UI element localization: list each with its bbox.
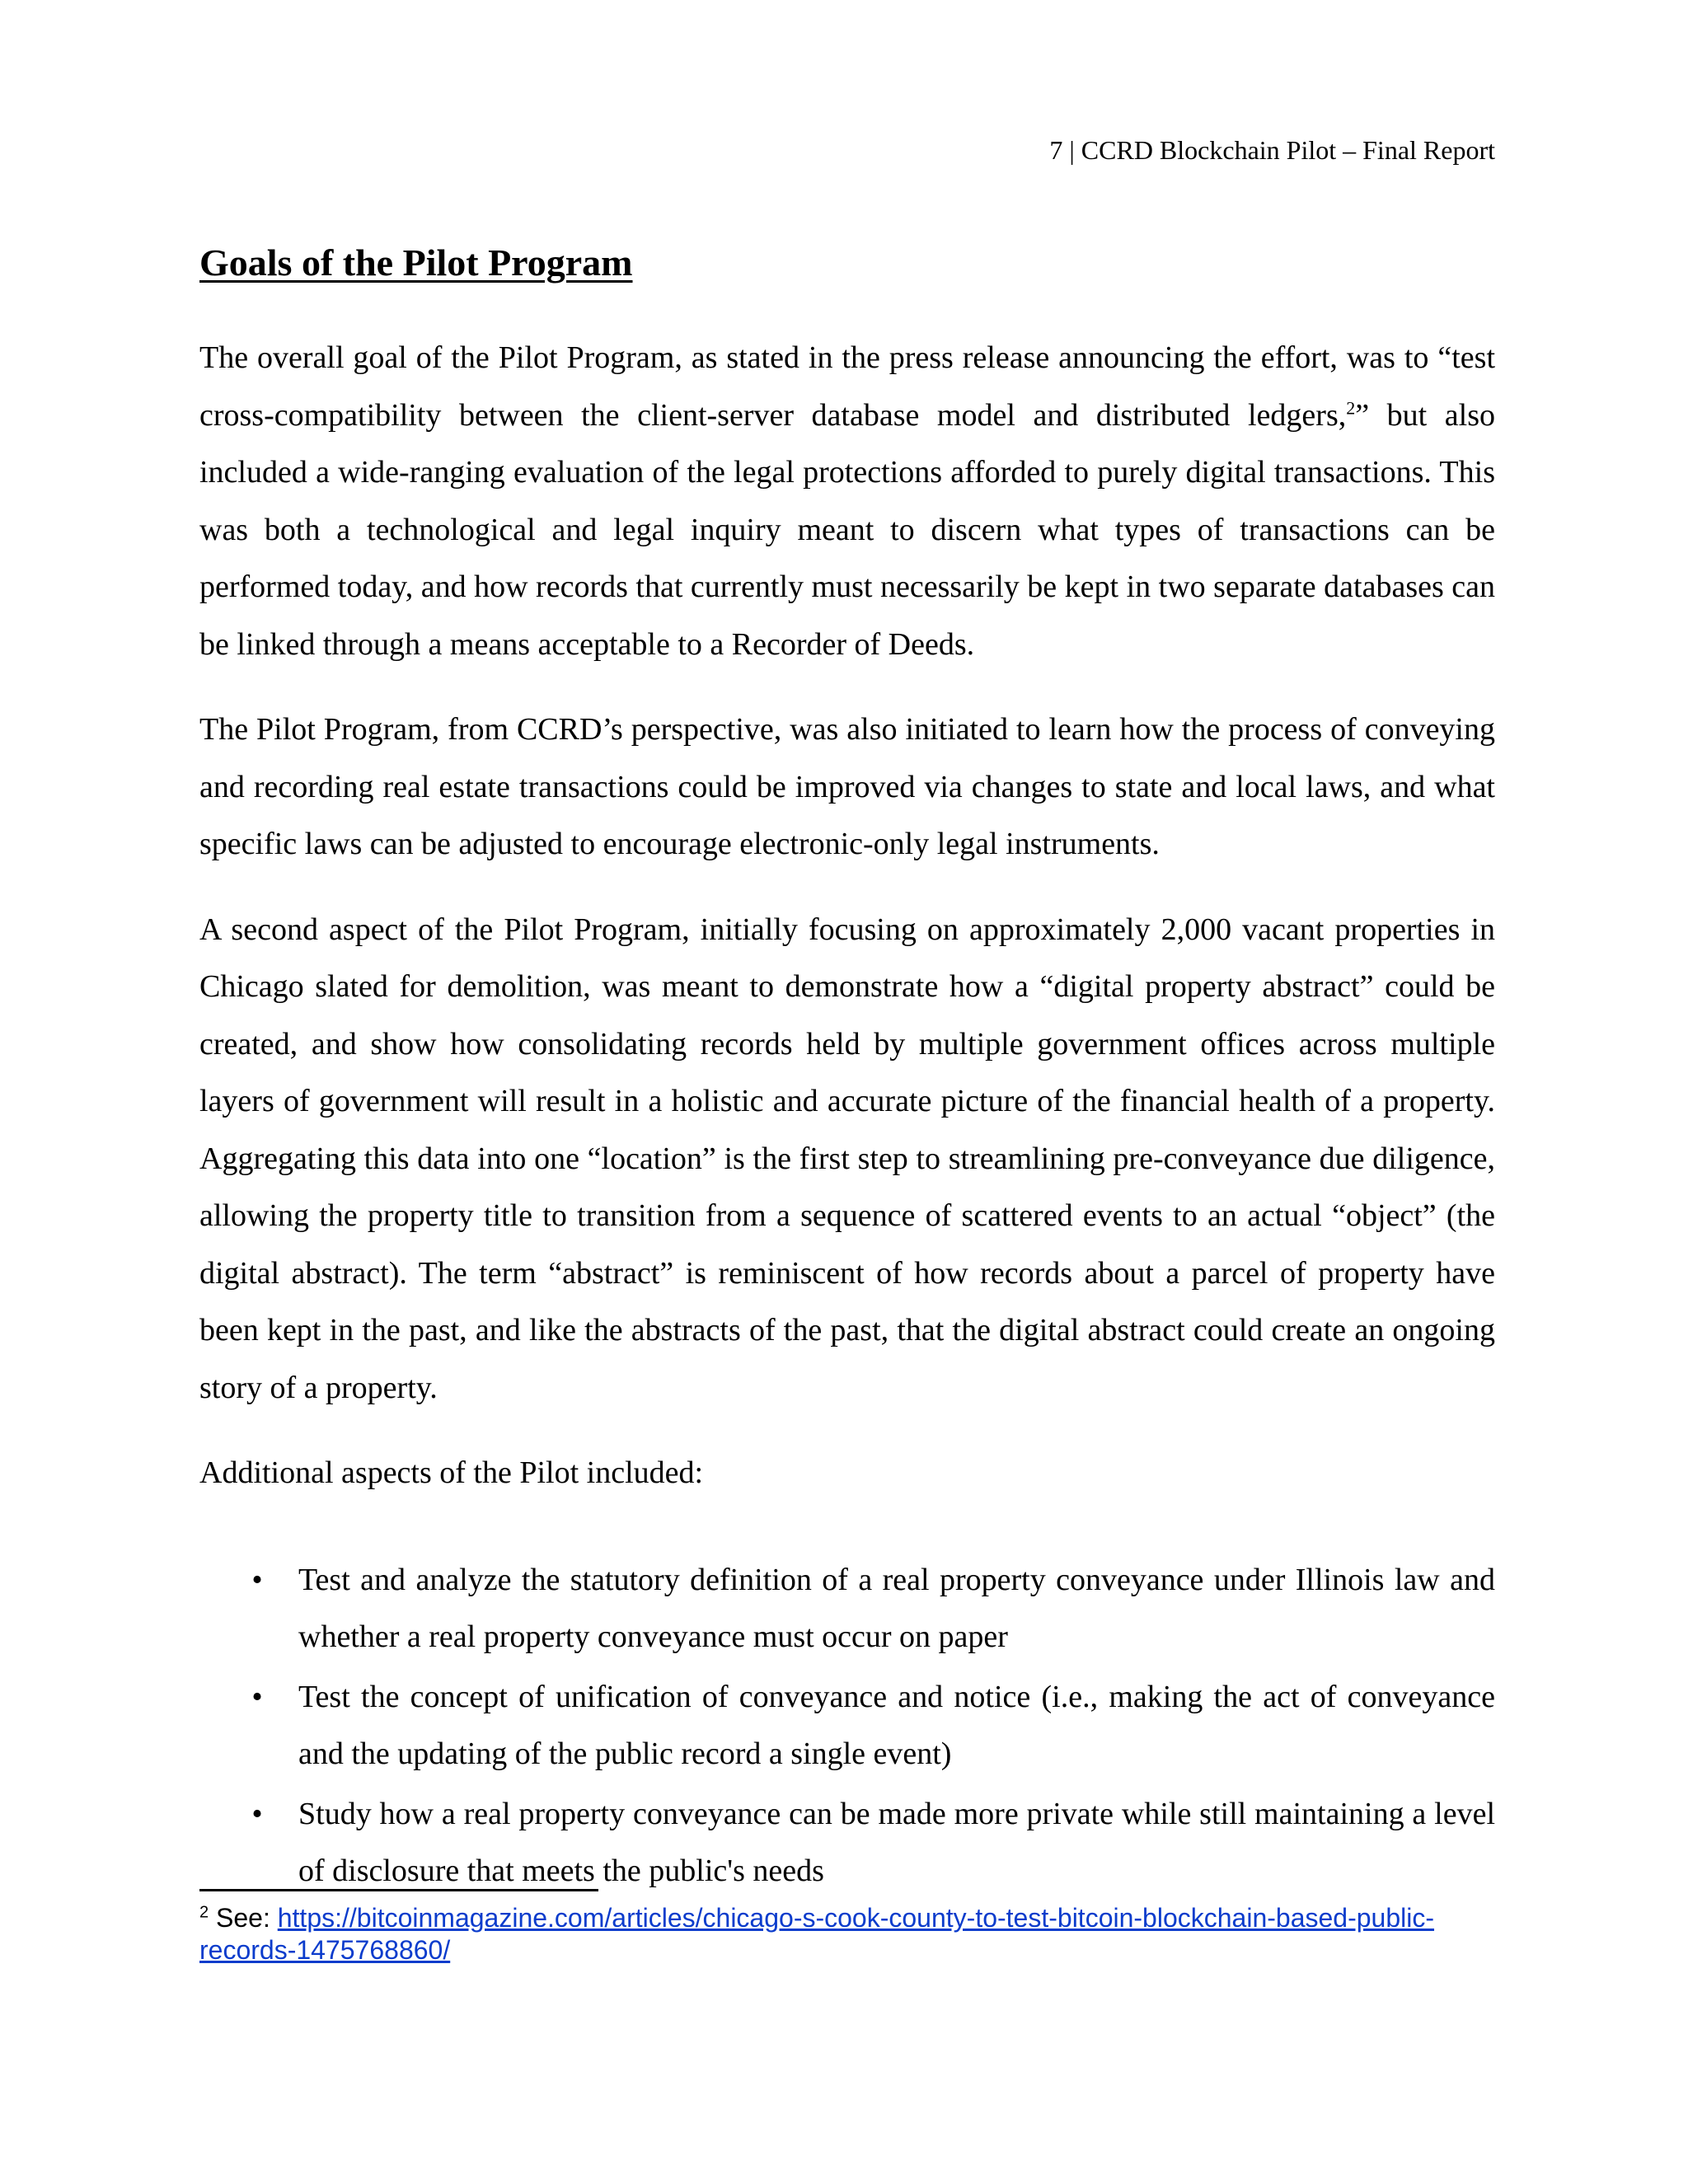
- paragraph-goal-text-end: ” but also included a wide-ranging evaluation of the legal protections afforded to purely digital transactions. This was both a technological and legal inquiry meant to discern what types of transactions can be performed today, and how records that currently must necessarily be kept in two separate databases can be linked through a means acceptable to a Recorder of Deeds.: [199, 397, 1495, 662]
- paragraph-goal: [199, 330, 1495, 673]
- paragraph-digital-abstract: A second aspect of the Pilot Program, initially focusing on approximately 2,000 vacant properties in Chicago slated for demolition, was meant to demonstrate how a “digital property abstract” could be created, and show how consolidating records held by multiple government offices across multiple layers of government will result in a holistic and accurate picture of the financial health of a property. Aggregating this data into one “location” is the first step to streamlining pre-conveyance due diligence, allowing the property title to transition from a sequence of scattered events to an actual “object” (the digital abstract). The term “abstract” is reminiscent of how records about a parcel of property have been kept in the past, and like the abstracts of the past, that the digital abstract could create an ongoing story of a property.: [199, 912, 1495, 1405]
- list-item: [199, 1552, 1495, 1666]
- bullet-icon: •: [251, 1679, 263, 1714]
- footnote-prefix: See:: [209, 1903, 278, 1933]
- footnote-link[interactable]: https://bitcoinmagazine.com/articles/chicago-s-cook-county-to-test-bitcoin-blockchain-based-public-records-1475768860/: [199, 1903, 1435, 1965]
- running-header: 7 | CCRD Blockchain Pilot – Final Report: [1049, 135, 1495, 165]
- paragraph-goal-text-start: The overall goal of the Pilot Program, as stated in the press release announcing the effort, was to “test cross-compatibility between the client-server database model and distributed ledgers,: [199, 340, 1495, 433]
- footnote: [199, 1902, 1436, 1966]
- bullet-icon: •: [251, 1562, 263, 1597]
- section-heading: Goals of the Pilot Program: [199, 241, 633, 284]
- list-item: [199, 1786, 1495, 1900]
- footnote-divider: [199, 1889, 598, 1891]
- aspects-list: [199, 1552, 1495, 1900]
- paragraph-additional-aspects: Additional aspects of the Pilot included:: [199, 1455, 704, 1490]
- bullet-icon: •: [251, 1796, 263, 1831]
- list-item-text: Test and analyze the statutory definition of a real property conveyance under Illinois law and whether a real property conveyance must occur on paper: [298, 1562, 1495, 1654]
- footnote-reference[interactable]: 2: [1346, 396, 1356, 418]
- list-item-text: Test the concept of unification of conveyance and notice (i.e., making the act of conveyance and the updating of the public record a single event): [298, 1679, 1495, 1771]
- footnote-number: 2: [199, 1903, 209, 1922]
- main-content: [199, 236, 1495, 1903]
- list-item-text: Study how a real property conveyance can be made more private while still maintaining a level of disclosure that meets the public's needs: [298, 1796, 1495, 1888]
- paragraph-ccrd-perspective: The Pilot Program, from CCRD’s perspective, was also initiated to learn how the process of conveying and recording real estate transactions could be improved via changes to state and local laws, and what specific laws can be adjusted to encourage electronic-only legal instruments.: [199, 712, 1495, 861]
- list-item: [199, 1669, 1495, 1783]
